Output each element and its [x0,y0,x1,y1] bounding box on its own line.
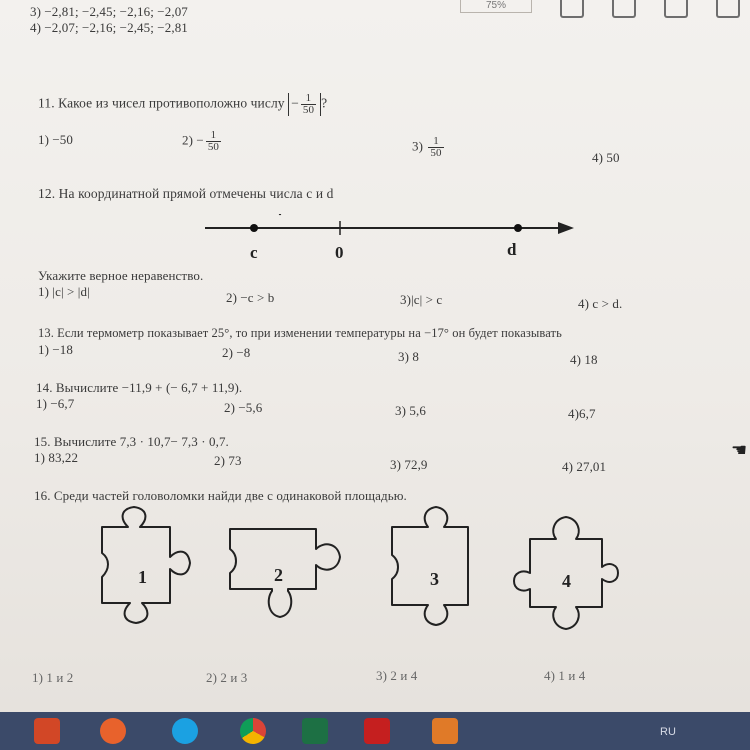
q12-instruction: Укажите верное неравенство. [38,268,204,283]
q15-option-1: 1) 83,22 [34,450,79,465]
q10-option-4: 4) −2,07; −2,16; −2,45; −2,81 [30,20,188,35]
zoom-level[interactable]: 75% [460,0,532,13]
stray-dot [279,214,281,215]
powerpoint-icon[interactable] [34,718,60,744]
puzzle-piece-3-label: 3 [430,569,439,589]
download-icon[interactable] [716,0,740,18]
excel-icon[interactable] [302,718,328,744]
q15-option-3: 3) 72,9 [390,457,428,472]
label-c: c [250,243,258,262]
puzzle-piece-1-outline [102,507,190,623]
q16-option-3: 3) 2 и 4 [376,668,418,683]
q15-option-4: 4) 27,01 [562,459,607,474]
acrobat-icon[interactable] [364,718,390,744]
hand-cursor-icon: ☚ [731,440,748,460]
number-line-arrow [558,222,574,234]
q11-option-1: 1) −50 [38,132,74,147]
onenote-icon[interactable] [432,718,458,744]
q16-option-2: 2) 2 и 3 [206,670,248,685]
q16-question: 16. Среди частей головоломки найди две с одинаковой площадью. [34,488,407,503]
media-player-icon[interactable] [100,718,126,744]
fit-icon[interactable] [612,0,636,18]
q14-option-2: 2) −5,6 [224,400,263,415]
puzzle-pieces [90,505,650,665]
puzzle-piece-1-label: 1 [138,567,147,587]
expand-icon[interactable] [664,0,688,18]
q11-abs-value: − $\frac{1}{50}$ [288,93,321,116]
language-indicator[interactable]: RU [660,726,676,738]
puzzle-piece-3-outline [392,507,468,625]
q16-option-4: 4) 1 и 4 [544,668,586,683]
q15-question: 15. Вычислите 7,3 · 10,7− 7,3 · 0,7. [34,434,229,449]
q13-question: 13. Если термометр показывает 25°, то при изменении температуры на −17° он будет показывать [38,326,562,340]
puzzle-piece-4-label: 4 [562,571,571,591]
q11-option-4: 4) 50 [592,150,620,165]
number-line [200,214,580,264]
q12-option-3: 3)|c| > c [400,292,443,307]
q15-option-2: 2) 73 [214,453,242,468]
point-c [250,224,258,232]
q14-option-3: 3) 5,6 [395,403,426,418]
q11-question: 11. Какое из чисел противоположно числу − $\frac{1}{50}$ ? [38,92,328,116]
point-d [514,224,522,232]
q14-option-1: 1) −6,7 [36,396,75,411]
q12-option-1: 1) |c| > |d| [38,284,90,299]
chrome-icon[interactable] [240,718,266,744]
page-view-icon[interactable] [560,0,584,18]
q12-option-2: 2) −c > b [226,290,275,305]
q13-option-3: 3) 8 [398,349,419,364]
taskbar [0,712,750,750]
label-zero: 0 [335,243,344,262]
q13-option-2: 2) −8 [222,345,251,360]
puzzle-piece-2-label: 2 [274,565,283,585]
q10-option-3: 3) −2,81; −2,45; −2,16; −2,07 [30,4,188,19]
puzzle-piece-2-outline [230,529,340,617]
q12-question: 12. На координатной прямой отмечены числа c и d [38,186,334,201]
q11-option-2: 2) − $\frac{1}{50}$ [182,129,220,153]
q13-option-4: 4) 18 [570,352,598,367]
q14-question: 14. Вычислите −11,9 + (− 6,7 + 11,9). [36,380,243,395]
label-d: d [507,240,517,259]
q13-option-1: 1) −18 [38,342,74,357]
q11-option-3: 3) $\frac{1}{50}$ [412,135,442,159]
q12-option-4: 4) c > d. [578,296,623,311]
q16-option-1: 1) 1 и 2 [32,670,74,685]
ie-icon[interactable] [172,718,198,744]
q14-option-4: 4)6,7 [568,406,596,421]
viewer-toolbar [460,0,740,22]
